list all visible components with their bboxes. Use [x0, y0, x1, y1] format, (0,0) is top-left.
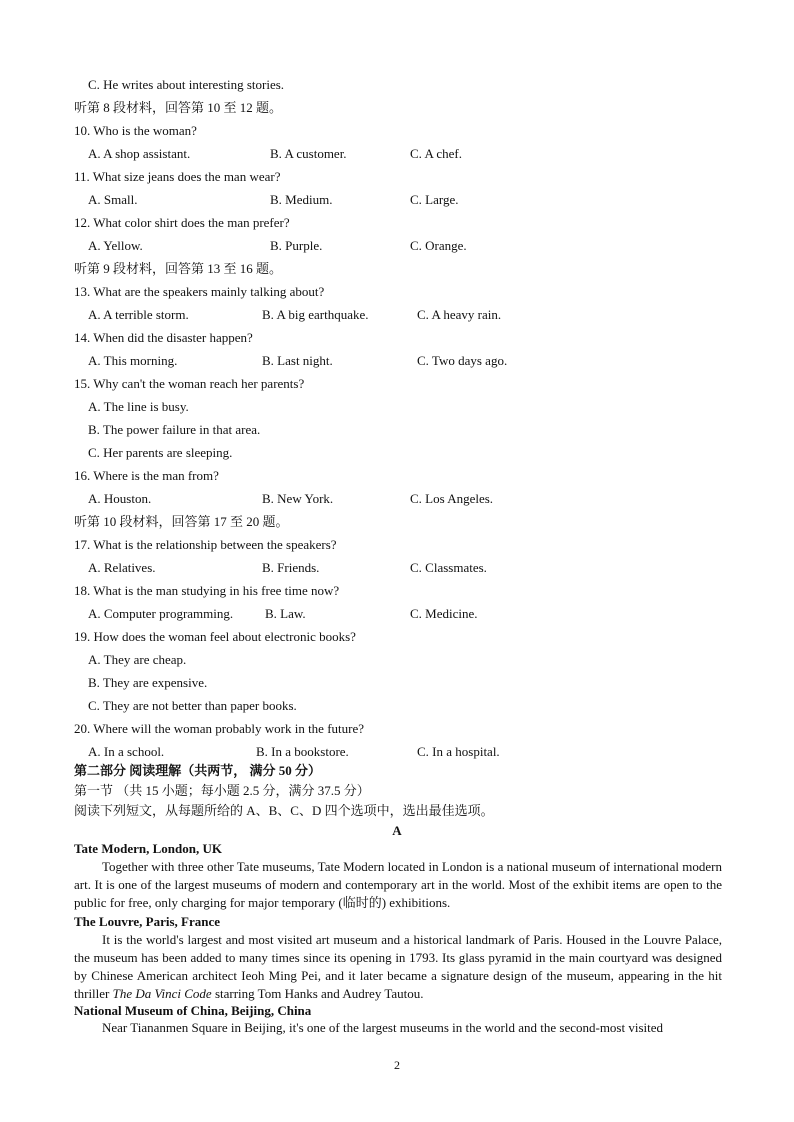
page-number: 2 — [394, 1058, 400, 1072]
q16-option-a: A. Houston. — [88, 491, 152, 506]
question-16: 16. Where is the man from? — [74, 468, 219, 483]
q12-option-b: B. Purple. — [270, 238, 323, 253]
q14-option-c: C. Two days ago. — [417, 353, 508, 368]
q20-option-b: B. In a bookstore. — [256, 744, 349, 759]
q18-option-c: C. Medicine. — [410, 606, 478, 621]
paragraph-national-museum-text: Near Tiananmen Square in Beijing, it's one of the largest museums in the world and the second-most visited — [102, 1020, 664, 1035]
q18-option-b: B. Law. — [265, 606, 306, 621]
q11-option-c: C. Large. — [410, 192, 459, 207]
q13-option-c: C. A heavy rain. — [417, 307, 502, 322]
q17-option-b: B. Friends. — [262, 560, 320, 575]
passage-letter: A — [392, 823, 402, 838]
q18-option-a: A. Computer programming. — [88, 606, 234, 621]
question-13: 13. What are the speakers mainly talking about? — [74, 284, 325, 299]
q10-option-c: C. A chef. — [410, 146, 462, 161]
q20-option-c: C. In a hospital. — [417, 744, 500, 759]
q15-option-b: B. The power failure in that area. — [88, 422, 261, 437]
question-17: 17. What is the relationship between the speakers? — [74, 537, 337, 552]
heading-louvre: The Louvre, Paris, France — [74, 914, 220, 929]
section-9-instruction: 听第 9 段材料，回答第 13 至 16 题。 — [74, 261, 283, 276]
q20-option-a: A. In a school. — [88, 744, 165, 759]
question-20: 20. Where will the woman probably work in the future? — [74, 721, 365, 736]
q9-option-c: C. He writes about interesting stories. — [88, 77, 285, 92]
section-one-heading: 第一节 （共 15 小题；每小题 2.5 分，满分 37.5 分） — [74, 783, 370, 798]
q13-option-b: B. A big earthquake. — [262, 307, 369, 322]
paragraph-louvre — [74, 931, 722, 1003]
question-10: 10. Who is the woman? — [74, 123, 197, 138]
paragraph-tate-modern-text: Together with three other Tate museums, Tate Modern located in London is a national museum of international modern art. It is one of the largest museums of modern and contemporary art in the world. Most of the exhibit items are open to the public for free, only charging for major temporary (临时的) exhibitions. — [74, 859, 722, 910]
q11-option-b: B. Medium. — [270, 192, 333, 207]
q11-option-a: A. Small. — [88, 192, 138, 207]
paragraph-national-museum — [74, 1019, 722, 1037]
heading-national-museum: National Museum of China, Beijing, China — [74, 1003, 312, 1018]
question-12: 12. What color shirt does the man prefer? — [74, 215, 290, 230]
q16-option-b: B. New York. — [262, 491, 334, 506]
question-14: 14. When did the disaster happen? — [74, 330, 253, 345]
paragraph-louvre-text — [74, 931, 722, 1003]
question-18: 18. What is the man studying in his free time now? — [74, 583, 340, 598]
q10-option-a: A. A shop assistant. — [88, 146, 191, 161]
q19-option-c: C. They are not better than paper books. — [88, 698, 297, 713]
q12-option-a: A. Yellow. — [88, 238, 143, 253]
q17-option-c: C. Classmates. — [410, 560, 487, 575]
q19-option-b: B. They are expensive. — [88, 675, 208, 690]
q17-option-a: A. Relatives. — [88, 560, 156, 575]
q16-option-c: C. Los Angeles. — [410, 491, 494, 506]
q12-option-c: C. Orange. — [410, 238, 467, 253]
book-title-da-vinci-code: The Da Vinci Code — [112, 986, 212, 1001]
louvre-text-part2: starring Tom Hanks and Audrey Tautou. — [211, 986, 424, 1001]
q13-option-a: A. A terrible storm. — [88, 307, 189, 322]
q15-option-c: C. Her parents are sleeping. — [88, 445, 233, 460]
question-11: 11. What size jeans does the man wear? — [74, 169, 281, 184]
question-19: 19. How does the woman feel about electronic books? — [74, 629, 356, 644]
reading-instruction: 阅读下列短文，从每题所给的 A、B、C、D 四个选项中，选出最佳选项。 — [74, 803, 494, 818]
paragraph-tate-modern — [74, 858, 722, 912]
section-8-instruction: 听第 8 段材料，回答第 10 至 12 题。 — [74, 100, 283, 115]
part-two-title: 第二部分 阅读理解（共两节， 满分 50 分） — [74, 763, 322, 778]
q19-option-a: A. They are cheap. — [88, 652, 187, 667]
q10-option-b: B. A customer. — [270, 146, 347, 161]
question-15: 15. Why can't the woman reach her parents? — [74, 376, 305, 391]
q14-option-b: B. Last night. — [262, 353, 333, 368]
heading-tate-modern: Tate Modern, London, UK — [74, 841, 222, 856]
section-10-instruction: 听第 10 段材料，回答第 17 至 20 题。 — [74, 514, 289, 529]
q15-option-a: A. The line is busy. — [88, 399, 189, 414]
q14-option-a: A. This morning. — [88, 353, 178, 368]
louvre-text-part1: It is the world's largest and most visited art museum and a historical landmark of Paris. Housed in the Louvre Palace, the museum has been added to many times since its opening in 1793. Its glass pyramid in the main courtyard was designed by Chinese American architect Ieoh Ming Pei, and it later became a signature design of the museum, appearing in the hit thriller — [74, 932, 722, 1001]
